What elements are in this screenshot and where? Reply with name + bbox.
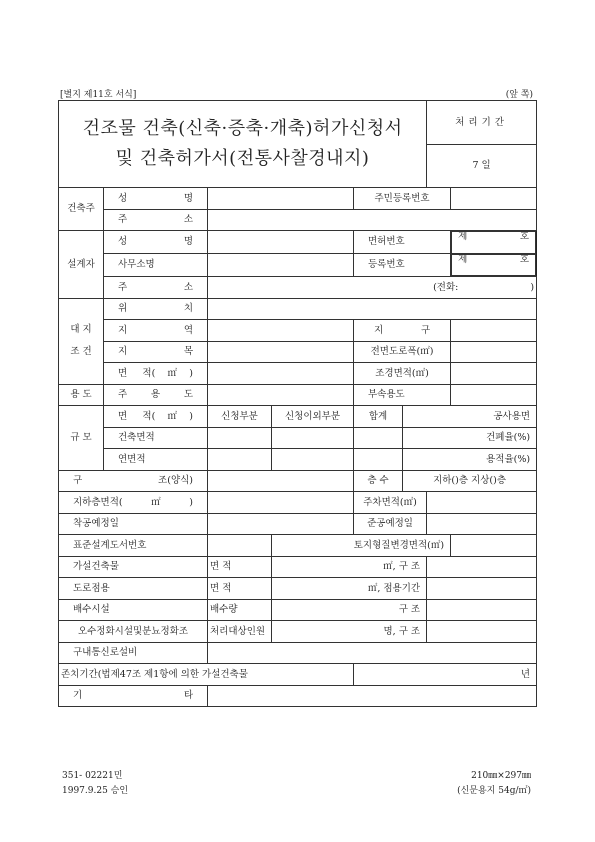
lot-field[interactable] (208, 341, 354, 363)
start-date-field[interactable] (208, 513, 354, 535)
other-field[interactable] (208, 685, 537, 707)
building-area-label: 건축면적 (104, 427, 208, 449)
owner-name-label: 성 명 (104, 188, 208, 210)
paper-size: 210㎜×297㎜ (471, 771, 531, 781)
resident-no-label: 주민등록번호 (354, 188, 451, 210)
land-change-field[interactable] (451, 535, 537, 557)
far-label: 용적율(%) (403, 449, 537, 471)
zone-label: 지 역 (104, 320, 208, 342)
approval-date: 1997.9.25 승인 (62, 786, 129, 796)
reporting-label: 구내통신로설비 (59, 642, 208, 664)
applied-part-header: 신청부분 (208, 406, 272, 428)
start-date-label: 착공예정일 (59, 513, 208, 535)
page-side: (앞 쪽) (505, 90, 533, 100)
landscape-area-field[interactable] (451, 363, 537, 385)
location-label: 위 치 (104, 298, 208, 320)
scale-section: 규 모 (59, 406, 104, 471)
road-width-field[interactable] (451, 341, 537, 363)
coverage-label: 건폐율(%) (403, 427, 537, 449)
complete-date-field[interactable] (427, 513, 537, 535)
designer-address-field[interactable]: (전화: ) (208, 277, 537, 299)
sewage-target-label: 처리대상인원 (208, 621, 272, 643)
license-no-field[interactable]: 제 호 (451, 231, 536, 254)
land-change-label: 토지형질변경면적(㎡) (272, 535, 451, 557)
designer-section: 설계자 (59, 231, 104, 299)
landscape-area-label: 조경면적(㎡) (354, 363, 451, 385)
floor-area-applied[interactable] (208, 449, 272, 471)
application-form (58, 100, 537, 707)
office-name-field[interactable] (208, 254, 354, 277)
temp-area-label: 면 적 (208, 556, 272, 578)
accessory-use-field[interactable] (451, 384, 537, 406)
owner-section: 건축주 (59, 188, 104, 231)
floor-area-total[interactable] (354, 449, 403, 471)
use-section: 용 도 (59, 384, 104, 406)
structure-label: 구 조(양식) (59, 470, 208, 492)
building-area-other[interactable] (272, 427, 354, 449)
design-no-label: 표준설계도서번호 (59, 535, 208, 557)
resident-no-field[interactable] (451, 188, 537, 210)
license-no-label: 면허번호 (354, 231, 451, 254)
owner-address-label: 주 소 (104, 209, 208, 231)
accessory-use-label: 부속용도 (354, 384, 451, 406)
temp-building-field[interactable] (427, 556, 537, 578)
lot-label: 지 목 (104, 341, 208, 363)
main-use-label: 주 용 도 (104, 384, 208, 406)
form-number: [별지 제11호 서식] (60, 90, 137, 100)
paper-type: (신문용지 54g/㎡) (457, 786, 531, 796)
drainage-amount-label: 배수량 (208, 599, 272, 621)
form-code: 351- 02221민 (62, 771, 123, 781)
designer-name-field[interactable] (208, 231, 354, 254)
sewage-unit-label: 명, 구 조 (272, 621, 427, 643)
site-area-label: 면 적(㎡) (104, 363, 208, 385)
reg-no-label: 등록번호 (354, 254, 451, 277)
site-section: 대 지 조 건 (59, 298, 104, 384)
parking-area-label: 주차면적(㎡) (354, 492, 427, 514)
temp-building-label: 가설건축물 (59, 556, 208, 578)
floor-area-other[interactable] (272, 449, 354, 471)
drainage-struct-label: 구 조 (272, 599, 427, 621)
owner-name-field[interactable] (208, 188, 354, 210)
other-part-header: 신청이외부분 (272, 406, 354, 428)
office-name-label: 사무소명 (104, 254, 208, 277)
parking-area-field[interactable] (427, 492, 537, 514)
basement-area-label: 지하층면적(㎡) (59, 492, 208, 514)
designer-address-label: 주 소 (104, 277, 208, 299)
road-width-label: 전면도로폭(㎡) (354, 341, 451, 363)
total-header: 합계 (354, 406, 403, 428)
structure-field[interactable] (208, 470, 354, 492)
title-line-1: 건조물 건축(신축·증축·개축)허가신청서 (82, 118, 403, 139)
building-area-applied[interactable] (208, 427, 272, 449)
drainage-field[interactable] (427, 599, 537, 621)
duration-label: 존치기간(법제47조 제1항에 의한 가설건축물 (59, 664, 354, 686)
location-field[interactable] (208, 298, 537, 320)
reg-no-field[interactable]: 제 호 (451, 254, 536, 277)
scale-area-header: 면 적(㎡) (104, 406, 208, 428)
other-label: 기 타 (59, 685, 208, 707)
district-field[interactable] (451, 320, 537, 342)
public-land-label: 공사용면 (403, 406, 537, 428)
basement-area-field[interactable] (208, 492, 354, 514)
main-use-field[interactable] (208, 384, 354, 406)
designer-name-label: 성 명 (104, 231, 208, 254)
road-unit-label: ㎡, 점용기간 (272, 578, 427, 600)
owner-address-field[interactable] (208, 209, 537, 231)
floors-field[interactable]: 지하()층 지상()층 (403, 470, 537, 492)
building-area-total[interactable] (354, 427, 403, 449)
zone-field[interactable] (208, 320, 354, 342)
processing-period-value: 7 일 (427, 144, 537, 188)
processing-period-label: 처리기간 (427, 101, 537, 145)
complete-date-label: 준공예정일 (354, 513, 427, 535)
reporting-field[interactable] (208, 642, 537, 664)
floors-label: 층 수 (354, 470, 403, 492)
drainage-label: 배수시설 (59, 599, 208, 621)
sewage-field[interactable] (427, 621, 537, 643)
site-area-field[interactable] (208, 363, 354, 385)
duration-field[interactable]: 년 (354, 664, 537, 686)
sewage-label: 오수정화시설및분뇨정화조 (59, 621, 208, 643)
floor-area-label: 연면적 (104, 449, 208, 471)
phone-label: (전화: (433, 281, 459, 293)
temp-unit-label: ㎡, 구 조 (272, 556, 427, 578)
road-use-field[interactable] (427, 578, 537, 600)
road-area-label: 면 적 (208, 578, 272, 600)
form-title (59, 101, 427, 188)
road-use-label: 도로점용 (59, 578, 208, 600)
design-no-field[interactable] (208, 535, 272, 557)
district-label: 지 구 (354, 320, 451, 342)
title-line-2: 및 건축허가서(전통사찰경내지) (115, 148, 370, 169)
